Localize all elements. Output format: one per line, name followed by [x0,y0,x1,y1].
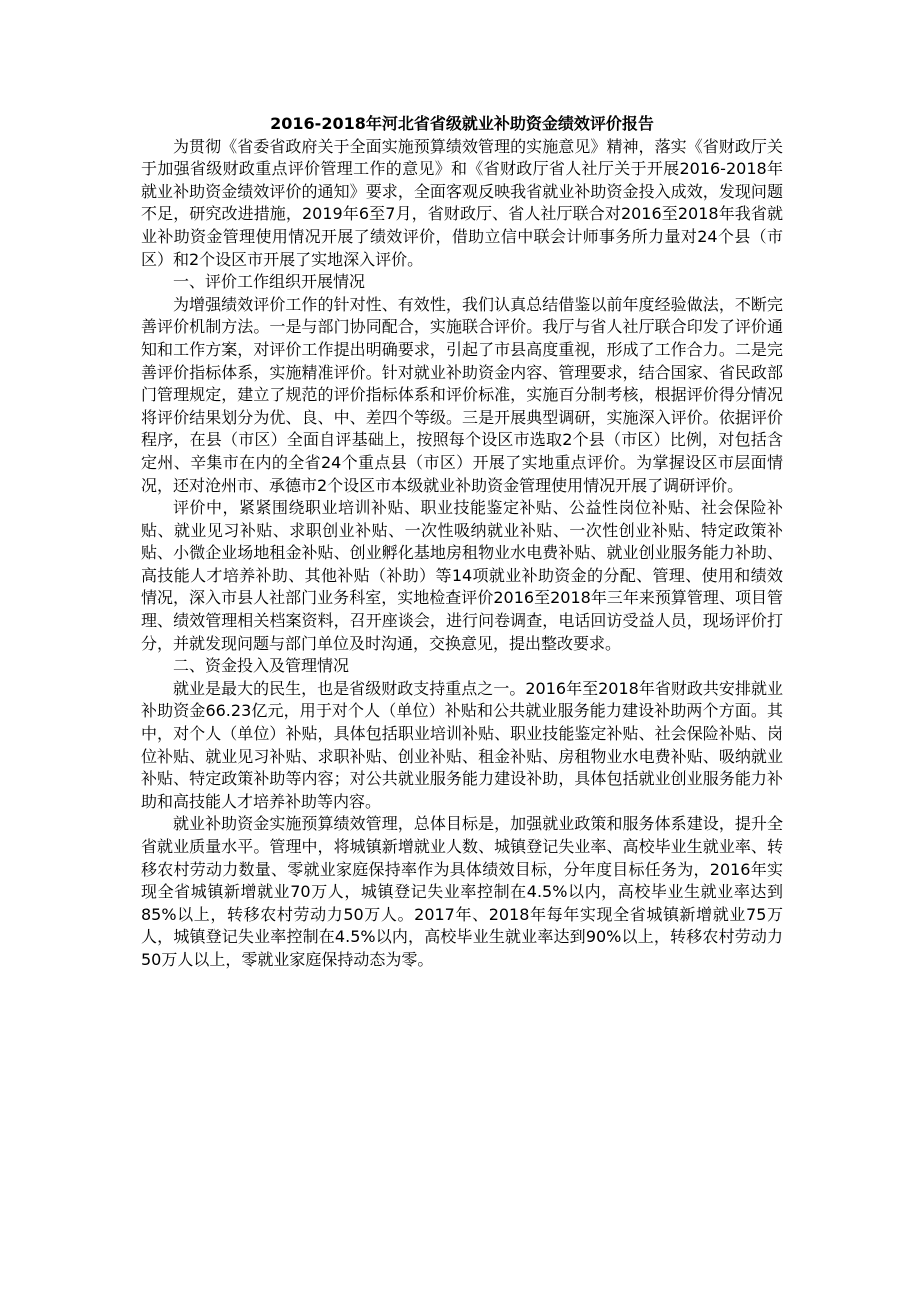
intro-paragraph: 为贯彻《省委省政府关于全面实施预算绩效管理的实施意见》精神，落实《省财政厅关于加强省级财政重点评价管理工作的意见》和《省财政厅省人社厅关于开展2016-2018年就业补助资金绩效评价的通知》要求，全面客观反映我省就业补助资金投入成效，发现问题不足，研究改进措施，2019年6至7月，省财政厅、省人社厅联合对2016至2018年我省就业补助资金管理使用情况开展了绩效评价，借助立信中联会计师事务所力量对24个县（市区）和2个设区市开展了实地深入评价。 [141,136,783,269]
document-page [141,113,783,972]
section-2-heading: 二、资金投入及管理情况 [173,656,350,676]
section-2-paragraph: 就业补助资金实施预算绩效管理，总体目标是，加强就业政策和服务体系建设，提升全省就业质量水平。管理中，将城镇新增就业人数、城镇登记失业率、高校毕业生就业率、转移农村劳动力数量、零就业家庭保持率作为具体绩效目标，分年度目标任务为，2016年实现全省城镇新增就业70万人，城镇登记失业率控制在4.5%以内，高校毕业生就业率达到85%以上，转移农村劳动力50万人。2017年、2018年每年实现全省城镇新增就业75万人，城镇登记失业率控制在4.5%以内，高校毕业生就业率达到90%以上，转移农村劳动力50万人以上，零就业家庭保持动态为零。 [141,814,783,969]
document-title: 2016-2018年河北省省级就业补助资金绩效评价报告 [270,114,654,133]
section-1-paragraph: 评价中，紧紧围绕职业培训补贴、职业技能鉴定补贴、公益性岗位补贴、社会保险补贴、就业见习补贴、求职创业补贴、一次性吸纳就业补贴、一次性创业补贴、特定政策补贴、小微企业场地租金补贴、创业孵化基地房租物业水电费补贴、就业创业服务能力补助、高技能人才培养补助、其他补贴（补助）等14项就业补助资金的分配、管理、使用和绩效情况，深入市县人社部门业务科室，实地检查评价2016至2018年三年来预算管理、项目管理、绩效管理相关档案资料，召开座谈会，进行问卷调查，电话回访受益人员，现场评价打分，并就发现问题与部门单位及时沟通，交换意见，提出整改要求。 [141,498,783,653]
section-2-paragraph: 就业是最大的民生，也是省级财政支持重点之一。2016年至2018年省财政共安排就业补助资金66.23亿元，用于对个人（单位）补贴和公共就业服务能力建设补助两个方面。其中，对个人（单位）补贴，具体包括职业培训补贴、职业技能鉴定补贴、社会保险补贴、岗位补贴、就业见习补贴、求职补贴、创业补贴、租金补贴、房租物业水电费补贴、吸纳就业补贴、特定政策补助等内容；对公共就业服务能力建设补助，具体包括就业创业服务能力补助和高技能人才培养补助等内容。 [141,678,783,811]
section-1-paragraph: 为增强绩效评价工作的针对性、有效性，我们认真总结借鉴以前年度经验做法，不断完善评价机制方法。一是与部门协同配合，实施联合评价。我厅与省人社厅联合印发了评价通知和工作方案，对评价工作提出明确要求，引起了市县高度重视，形成了工作合力。二是完善评价指标体系，实施精准评价。针对就业补助资金内容、管理要求，结合国家、省民政部门管理规定，建立了规范的评价指标体系和评价标准，实施百分制考核，根据评价得分情况将评价结果划分为优、良、中、差四个等级。三是开展典型调研，实施深入评价。依据评价程序，在县（市区）全面自评基础上，按照每个设区市选取2个县（市区）比例，对包括含定州、辛集市在内的全省24个重点县（市区）开展了实地重点评价。为掌握设区市层面情况，还对沧州市、承德市2个设区市本级就业补助资金管理使用情况开展了调研评价。 [141,294,783,495]
section-1-heading: 一、评价工作组织开展情况 [173,272,366,292]
